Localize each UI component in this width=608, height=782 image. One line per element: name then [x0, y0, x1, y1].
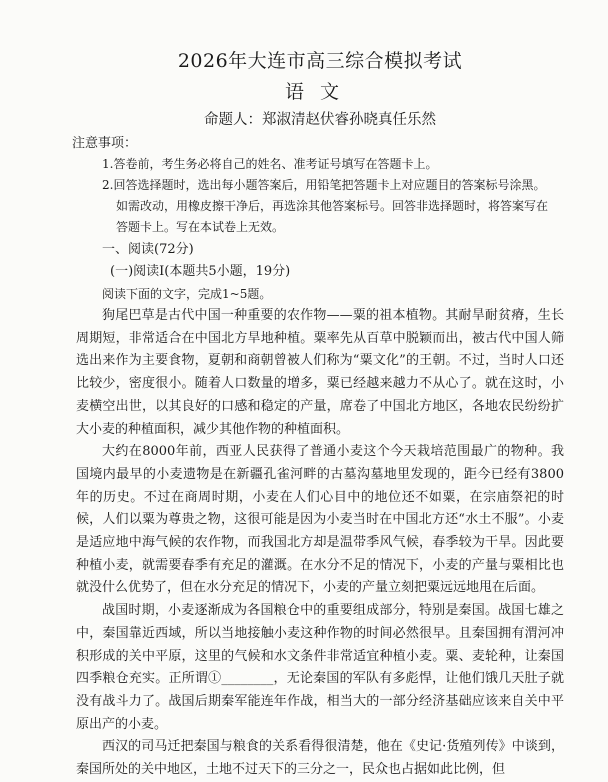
notice-item-2: 2.回答选择题时，选出每小题答案后，用铅笔把答题卡上对应题目的答案标号涂黑。: [102, 178, 546, 192]
passage-paragraph: 狗尾巴草是古代中国一种重要的农作物——粟的祖本植物。其耐旱耐贫瘠，生长周期短，非常适合在中国北方旱地种植。粟率先从百草中脱颖而出，被古代中国人筛选出来作为主要食物，夏朝和商朝曾被人们称为“粟文化”的王朝。不过，当时人口还比较少，密度很小。随着人口数量的增多，粟已经越来越力不从心了。就在这时，小麦横空出世，以其良好的口感和稳定的产量，席卷了中国北方地区，各地农民纷纷扩大小麦的种植面积，减少其他作物的种植面积。: [76, 308, 564, 437]
notice-item-2-cont: 如需改动，用橡皮擦干净后，再选涂其他答案标号。回答非选择题时，将答案写在: [116, 199, 549, 213]
notice-item-1: 1.答卷前，考生务必将自己的姓名、准考证号填写在答题卡上。: [102, 157, 438, 171]
reading-instruction: 阅读下面的文字，完成1~5题。: [102, 287, 272, 301]
passage-paragraph: 西汉的司马迁把秦国与粮食的关系看得很清楚，他在《史记·货殖列传》中谈到，秦国所处的关中地区，土地不过天下的三分之一，民众也占据如此比例，但: [76, 739, 564, 778]
subsection-title: (一)阅读Ⅰ(本题共5小题，19分): [110, 264, 291, 279]
exam-title: 2026年大连市高三综合模拟考试: [177, 50, 463, 72]
passage-paragraph: 大约在8000年前，西亚人民获得了普通小麦这个今天栽培范围最广的物种。我国境内最早的小麦遗物是在新疆孔雀河畔的古墓沟墓地里发现的，距今已经有3800年的历史。不过在商周时期，小麦在人们心目中的地位还不如粟，在宗庙祭祀的时候，人们以粟为尊贵之物，这很可能是因为小麦当时在中国北方还“水土不服”。小麦是适应地中海气候的农作物，而我国北方却是温带季风气候，春季较为干旱。因此要种植小麦，就需要春季有充足的灌溉。在水分不足的情况下，小麦的产量与粟相比也就没什么优势了，但在水分充足的情况下，小麦的产量立刻把粟远远地甩在后面。: [76, 444, 564, 596]
notice-heading: 注意事项：: [72, 136, 138, 151]
section-title: 一、阅读(72分): [102, 242, 194, 257]
passage-paragraph: 战国时期，小麦逐渐成为各国粮仓中的重要组成部分，特别是秦国。战国七雄之中，秦国靠近西域，所以当地接触小麦这种作物的时间必然很早。且秦国拥有渭河冲积形成的关中平原，这里的气候和水文条件非常适宜种植小麦。粟、麦轮种，让秦国四季粮仓充实。正所谓①________，无论秦国的军队有多彪悍，让他们饿几天肚子就没有战斗力了。战国后期秦军能连年作战，相当大的一部分经济基础应该来自关中平原出产的小麦。: [76, 603, 564, 732]
notice-item-2-cont: 答题卡上。写在本试卷上无效。: [116, 220, 285, 234]
subject-title: 语文: [284, 81, 355, 103]
author-line: 命题人：郑淑清赵伏睿孙晓真任乐然: [204, 112, 436, 128]
